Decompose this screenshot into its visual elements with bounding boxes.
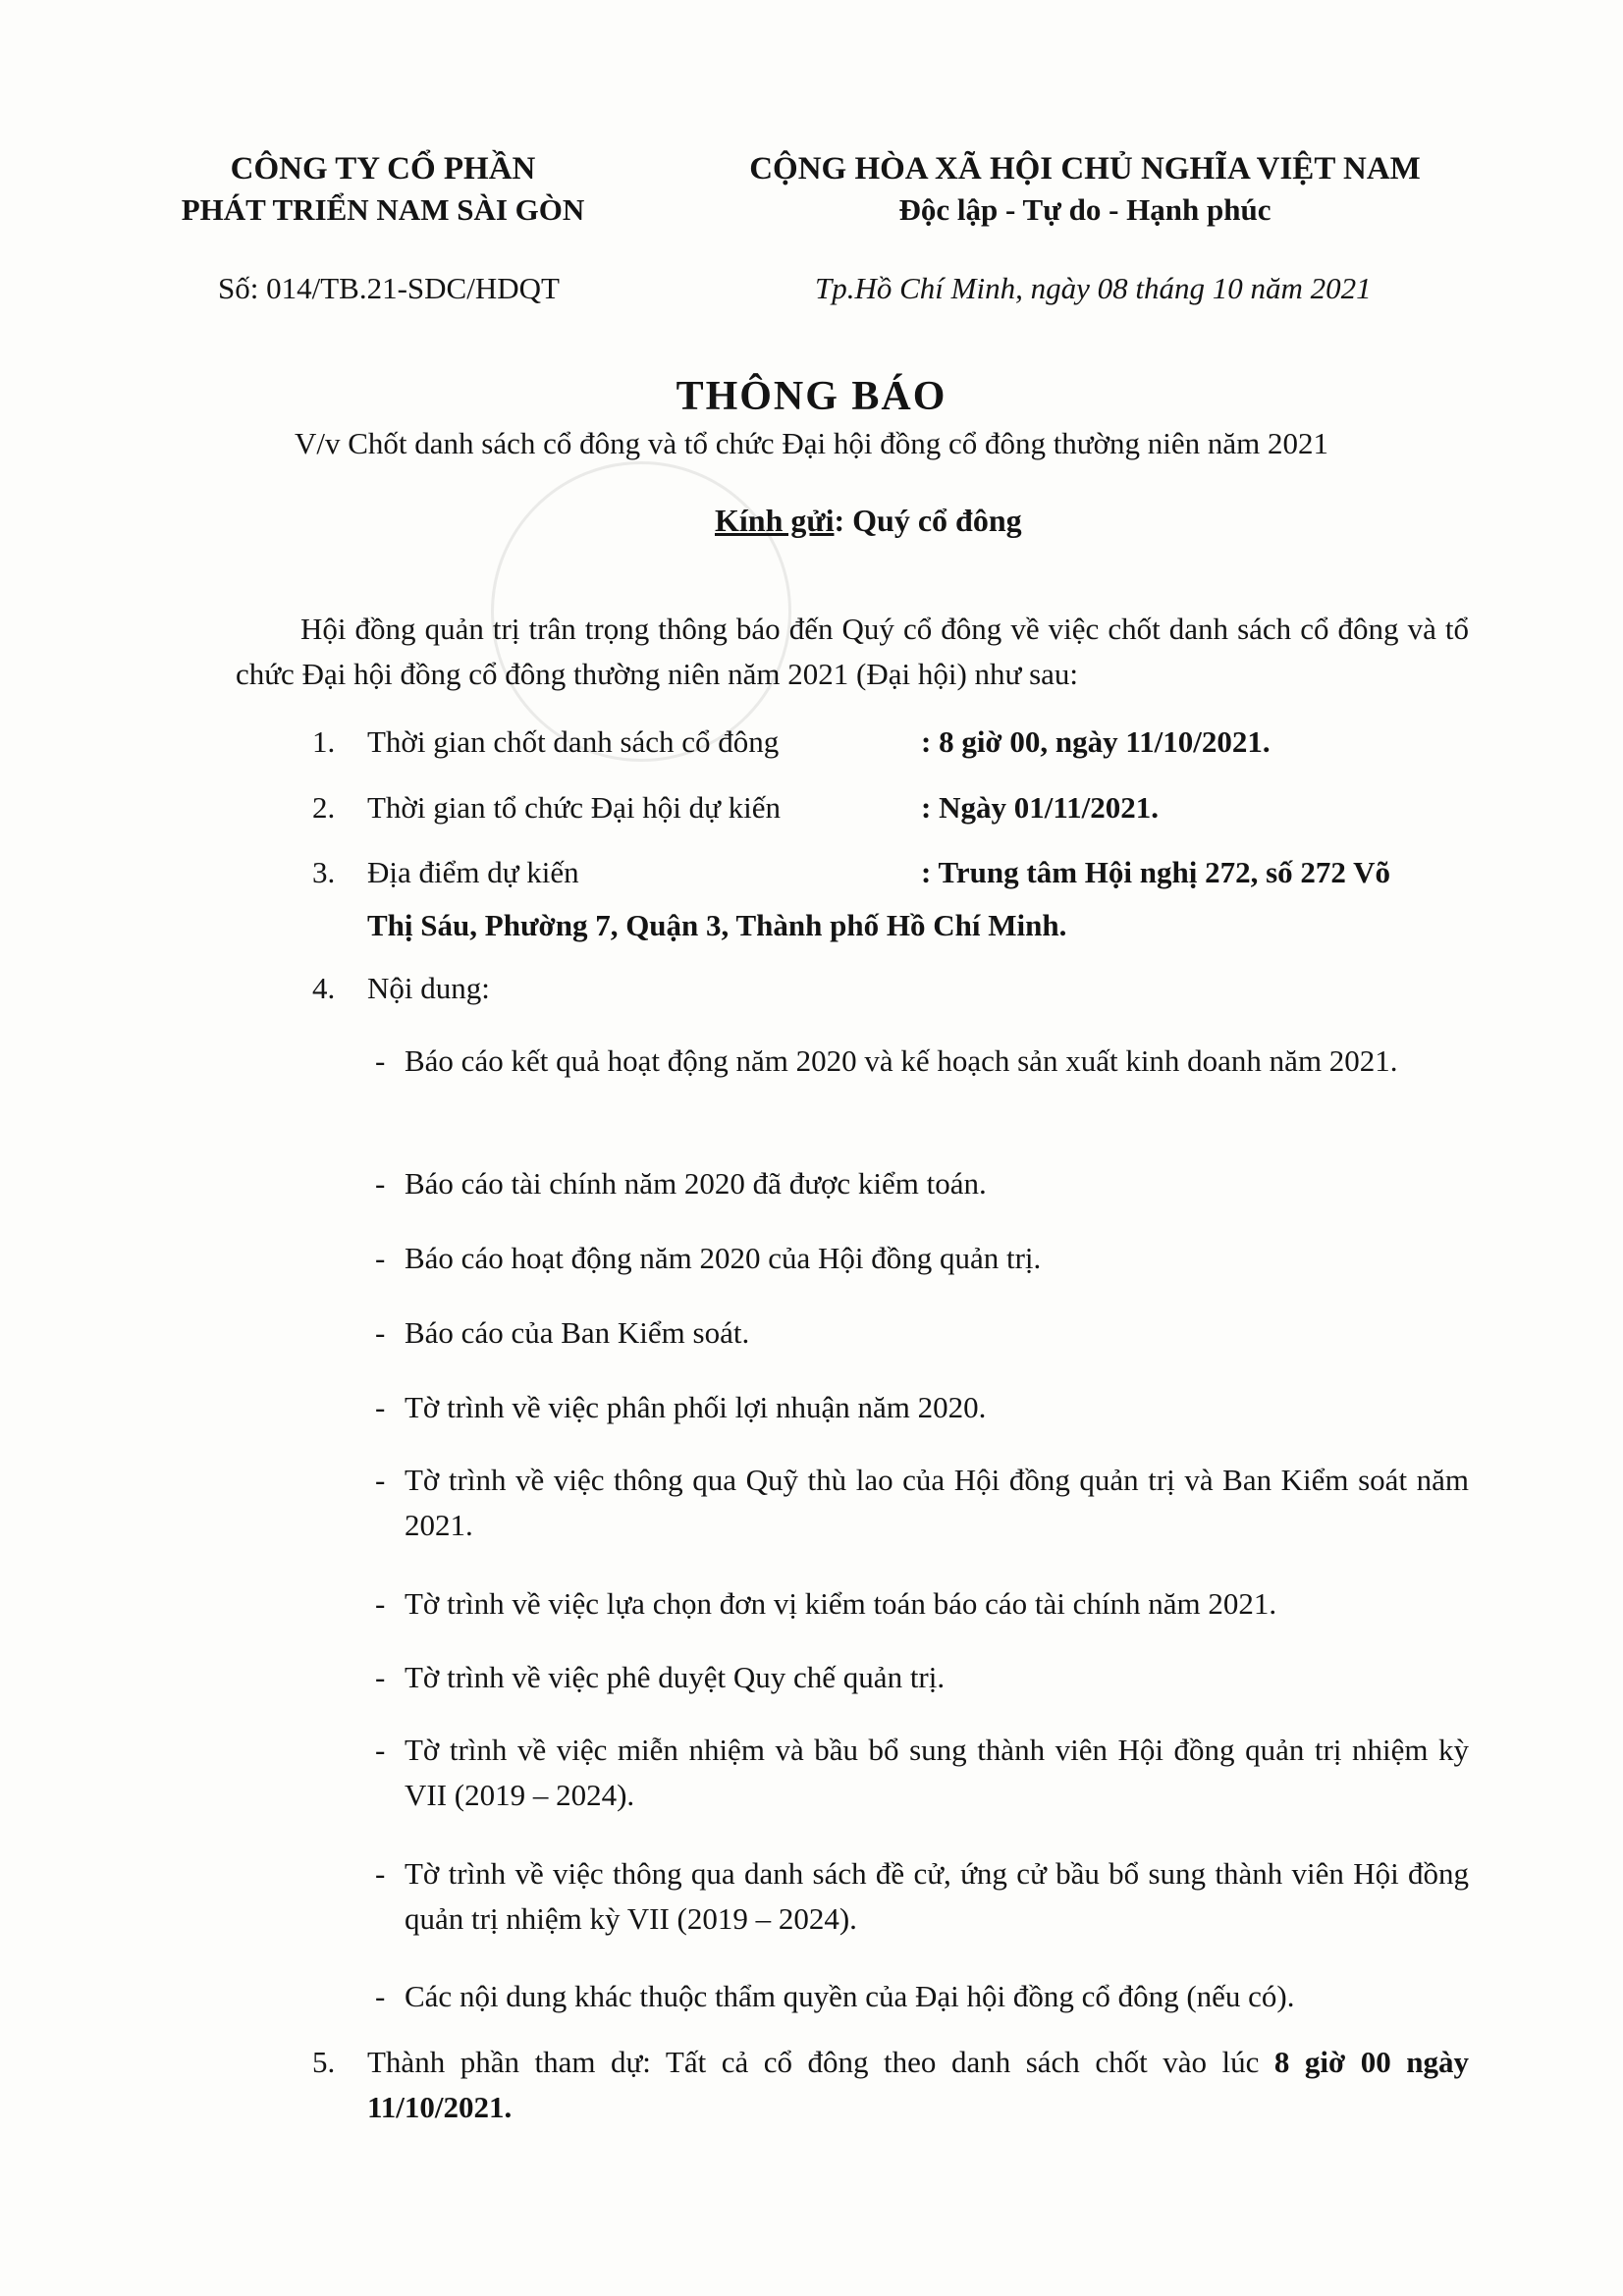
agenda-text: Tờ trình về việc lựa chọn đơn vị kiểm toán báo cáo tài chính năm 2021.: [405, 1586, 1277, 1621]
item-value: : 8 giờ 00, ngày 11/10/2021.: [921, 724, 1271, 759]
agenda-text: Tờ trình về việc thông qua Quỹ thù lao của Hội đồng quản trị và Ban Kiểm soát năm 2021.: [405, 1463, 1469, 1542]
list-item-5-number: 5.: [312, 2045, 336, 2079]
agenda-item: [375, 1851, 1469, 1942]
bullet-dash: -: [375, 1856, 386, 1891]
bullet-dash: -: [375, 1586, 386, 1621]
agenda-item: [375, 1655, 1469, 1700]
recipient-value: : Quý cổ đông: [834, 503, 1022, 538]
item-number: 2.: [312, 790, 336, 825]
recipient-label: Kính gửi: [715, 503, 835, 538]
bullet-dash: -: [375, 1315, 386, 1350]
bullet-dash: -: [375, 1733, 386, 1767]
item-number: 3.: [312, 855, 336, 889]
intro-text: Hội đồng quản trị trân trọng thông báo đến Quý cổ đông về việc chốt danh sách cổ đông và tổ chức Đại hội đồng cổ đông thường niên năm 2021 (Đại hội) như sau:: [236, 612, 1469, 691]
item5-text: Thành phần tham dự: Tất cả cổ đông theo danh sách chốt vào lúc: [367, 2045, 1274, 2079]
agenda-text: Tờ trình về việc phê duyệt Quy chế quản trị.: [405, 1660, 946, 1694]
item-number: 4.: [312, 971, 336, 1005]
intro-paragraph: [236, 607, 1469, 697]
agenda-item: [375, 1458, 1469, 1548]
bullet-dash: -: [375, 1043, 386, 1078]
recipient-line: [715, 503, 1022, 539]
item-label: Thời gian chốt danh sách cổ đông: [367, 724, 780, 759]
bullet-dash: -: [375, 1390, 386, 1424]
agenda-item: [375, 1581, 1469, 1627]
showthrough-text: [628, 162, 635, 191]
company-name-line2: PHÁT TRIỂN NAM SÀI GÒN: [181, 192, 585, 227]
agenda-text: Các nội dung khác thuộc thẩm quyền của Đại hội đồng cổ đông (nếu có).: [405, 1979, 1295, 2013]
item-label: Nội dung:: [367, 971, 490, 1005]
item-label: Thời gian tổ chức Đại hội dự kiến: [367, 790, 782, 825]
bullet-dash: -: [375, 1166, 386, 1201]
item-label: Địa điểm dự kiến: [367, 855, 579, 889]
bullet-dash: -: [375, 1979, 386, 2013]
company-name-line1: CÔNG TY CỔ PHẦN: [230, 151, 536, 187]
agenda-item: [375, 1310, 1469, 1356]
agenda-item: [375, 1728, 1469, 1818]
agenda-text: Tờ trình về việc thông qua danh sách đề cử, ứng cử bầu bổ sung thành viên Hội đồng quản trị nhiệm kỳ VII (2019 – 2024).: [405, 1856, 1469, 1936]
list-item-3: [312, 850, 1390, 895]
bullet-dash: -: [375, 1463, 386, 1497]
agenda-text: Báo cáo của Ban Kiểm soát.: [405, 1315, 750, 1350]
agenda-text: Báo cáo kết quả hoạt động năm 2020 và kế hoạch sản xuất kinh doanh năm 2021.: [405, 1043, 1398, 1078]
item5-bold: 8 giờ 00 ngày 11/10/2021.: [367, 2045, 1469, 2124]
agenda-item: [375, 1161, 1469, 1206]
item-value: : Ngày 01/11/2021.: [921, 790, 1159, 825]
agenda-text: Báo cáo tài chính năm 2020 đã được kiểm toán.: [405, 1166, 987, 1201]
agenda-text: Tờ trình về việc phân phối lợi nhuận năm 2020.: [405, 1390, 987, 1424]
agenda-text: Báo cáo hoạt động năm 2020 của Hội đồng quản trị.: [405, 1241, 1042, 1275]
list-item-2: [312, 785, 1159, 830]
agenda-item: [375, 1974, 1469, 2019]
document-number: Số: 014/TB.21-SDC/HDQT: [218, 271, 560, 305]
issue-date: Tp.Hồ Chí Minh, ngày 08 tháng 10 năm 2021: [815, 271, 1372, 305]
document-subject: V/v Chốt danh sách cổ đông và tổ chức Đại hội đồng cổ đông thường niên năm 2021: [294, 426, 1329, 460]
item-number: 1.: [312, 724, 336, 759]
item-value: : Trung tâm Hội nghị 272, số 272 Võ: [921, 855, 1390, 889]
agenda-item: [375, 1385, 1469, 1430]
nation-title: CỘNG HÒA XÃ HỘI CHỦ NGHĨA VIỆT NAM: [749, 151, 1421, 187]
list-item-3-continuation: Thị Sáu, Phường 7, Quận 3, Thành phố Hồ Chí Minh.: [367, 908, 1067, 942]
document-title: THÔNG BÁO: [676, 374, 947, 419]
bullet-dash: -: [375, 1660, 386, 1694]
nation-motto: Độc lập - Tự do - Hạnh phúc: [898, 192, 1271, 227]
list-item-1: [312, 720, 1271, 765]
list-item-4: [312, 966, 490, 1011]
agenda-item: [375, 1236, 1469, 1281]
list-item-5: [367, 2040, 1469, 2130]
agenda-text: Tờ trình về việc miễn nhiệm và bầu bổ sung thành viên Hội đồng quản trị nhiệm kỳ VII (2019 – 2024).: [405, 1733, 1469, 1812]
bullet-dash: -: [375, 1241, 386, 1275]
agenda-item: [375, 1039, 1469, 1084]
